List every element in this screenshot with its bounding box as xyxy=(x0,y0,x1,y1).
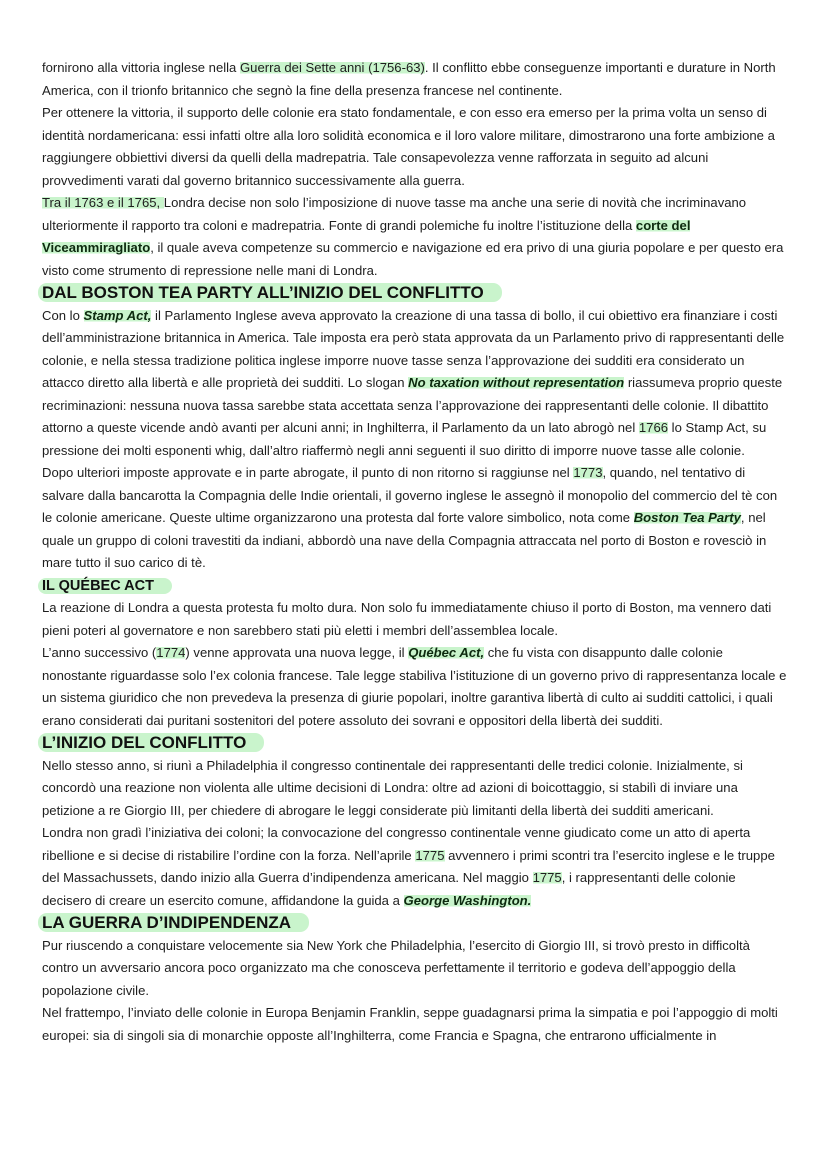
highlight-stamp-act: Stamp Act, xyxy=(83,307,152,323)
highlight-boston-tea-party: Boston Tea Party xyxy=(633,510,741,525)
text-run: , quando, nel tentativo di salvare dalla bancarotta la Compagnia delle Indie orientali, il governo inglese le assegnò il monopolio del commercio del tè con le colonie americane. Queste ultime organizzarono una protesta dal forte valore simbolico, nota come xyxy=(42,465,778,525)
text-run: ) venne approvata una nuova legge, il xyxy=(185,645,409,660)
intro-paragraph-1 xyxy=(42,57,788,102)
sec4-paragraph-2: Nel frattempo, l’inviato delle colonie in Europa Benjamin Franklin, seppe guadagnarsi prima la simpatia e poi l’appoggio di molti europei: sia di singoli sia di monarchie opposte all’Inghilterra, come Francia e Spagna, che entrarono ufficialmente in xyxy=(42,1005,778,1043)
text-run: che fu vista con disappunto dalle colonie nonostante riguardasse solo l’ex colonia francese. Tale legge stabiliva l’istituzione di un governo privo di rappresentanza locale e un sistema giuridico che non prevedeva la presenza di giurie popolari, inoltre garantiva libertà di culto ai sudditi cattolici, i quali erano considerati dai puritani sostenitori del potere assoluto dei sovrani e oppositori della libertà dei sudditi. xyxy=(42,645,787,728)
sec1-paragraph-1 xyxy=(42,305,788,463)
highlight-1774: 1774 xyxy=(156,645,186,660)
sec2-paragraph-1: La reazione di Londra a questa protesta fu molto dura. Non solo fu immediatamente chiuso il porto di Boston, ma vennero dati pieni poteri al governatore e non sarebbero stati più eletti i membri dell’assemblea locale. xyxy=(42,600,772,638)
highlight-1766: 1766 xyxy=(638,420,669,435)
text-run: riassumeva proprio queste recriminazioni: nessuna nuova tassa sarebbe stata accettata senza l’approvazione dei rappresentanti delle colonie. Il dibattito attorno a queste vicende andò avanti per alcuni anni; in Inghilterra, il Parlamento da un lato abrogò nel xyxy=(42,375,783,435)
text-run: lo Stamp Act, su pressione dei molti esponenti whig, dall’altro riaffermò negli anni seguenti il suo diritto di imporre nuove tasse alle colonie. xyxy=(42,420,767,458)
heading-text: DAL BOSTON TEA PARTY ALL’INIZIO DEL CONFLITTO xyxy=(38,283,502,302)
highlight-may-1775: 1775 xyxy=(532,870,562,885)
text-run: il Parlamento Inglese aveva approvato la creazione di una tassa di bollo, il cui obiettivo era finanziare i costi dell’amministrazione britannica in America. Tale imposta era però stata approvata da un Parlamento privo di rappresentanti delle colonie, e nella stessa tradizione politica inglese imporre nuove tasse senza l’approvazione dei sudditi era considerato un attacco diretto alla libertà e alle proprietà dei sudditi. Lo slogan xyxy=(42,307,785,390)
text-run: , i rappresentanti delle colonie decisero di creare un esercito comune, affidandone la guida a xyxy=(42,870,736,908)
text-run: L’anno successivo ( xyxy=(42,645,157,660)
highlight-april-1775: 1775 xyxy=(415,847,445,863)
text-run: Con lo xyxy=(42,307,84,323)
sec3-paragraph-2 xyxy=(42,822,788,912)
highlight-seven-years-war: Guerra dei Sette anni (1756-63) xyxy=(239,60,425,75)
sec1-paragraph-2 xyxy=(42,462,788,575)
text-run: Londra non gradì l’iniziativa dei coloni; la convocazione del congresso continentale venne giudicato come un atto di aperta ribellione e si decise di ristabilire l’ordine con la forza. Nell’aprile xyxy=(42,825,751,863)
text-run: , nel quale un gruppo di coloni travestiti da indiani, abbordò una nave della Compagnia attraccata nel porto di Boston e rovesciò in mare tutto il suo carico di tè. xyxy=(42,510,767,570)
text-run: . Il conflitto ebbe conseguenze importanti e durature in North America, con il trionfo britannico che segnò la fine della presenza francese nel continente. xyxy=(42,60,776,98)
sec2-paragraph-2 xyxy=(42,642,788,732)
text-run: Londra decise non solo l’imposizione di nuove tasse ma anche una serie di novità che incriminavano ulteriormente il rapporto tra coloni e madrepatria. Fonte di grandi polemiche fu inoltre l’istituzione della xyxy=(42,195,747,233)
heading-text: IL QUÉBEC ACT xyxy=(38,578,172,594)
text-run: fornirono alla vittoria inglese nella xyxy=(42,60,240,75)
section-heading-quebec-act xyxy=(42,575,788,598)
highlight-1773: 1773 xyxy=(573,465,603,480)
highlight-george-washington: George Washington. xyxy=(403,892,532,908)
intro-paragraph-3 xyxy=(42,192,788,282)
text-run: , il quale aveva competenze su commercio e navigazione ed era privo di una giuria popolare e per questo era visto come strumento di repressione nelle mani di Londra. xyxy=(42,240,784,278)
heading-text: L’INIZIO DEL CONFLITTO xyxy=(38,733,264,752)
sec3-paragraph-1: Nello stesso anno, si riunì a Philadelphia il congresso continentale dei rappresentanti delle tredici colonie. Inizialmente, si concordò una reazione non violenta alle ultime decisioni di Londra: oltre ad azioni di boicottaggio, si stabilì di inviare una petizione a re Giorgio III, per chiedere di abrogare le leggi considerate più limitanti della libertà dei sudditi americani. xyxy=(42,757,743,818)
intro-paragraph-2: Per ottenere la vittoria, il supporto delle colonie era stato fondamentale, e con esso era emerso per la prima volta un senso di identità nordamericana: essi infatti oltre alla loro solidità economica e il loro valore militare, dimostrarono una forte ambizione a raggiungere obbiettivi diversi da quelli della madrepatria. Tale consapevolezza venne rafforzata in seguito ad alcuni provvedimenti varati dal governo britannico successivamente alla guerra. xyxy=(42,105,775,188)
highlight-slogan: No taxation without representation xyxy=(408,375,625,390)
section-heading-boston-tea-party xyxy=(42,282,788,305)
highlight-quebec-act: Québec Act, xyxy=(408,645,485,660)
highlight-corte-viceammiragliato: corte del Viceammiragliato xyxy=(42,217,691,255)
section-heading-guerra-indipendenza xyxy=(42,912,788,935)
text-run: Dopo ulteriori imposte approvate e in parte abrogate, il punto di non ritorno si raggiunse nel xyxy=(42,465,574,480)
highlight-1763-1765: Tra il 1763 e il 1765, xyxy=(42,195,164,210)
heading-text: LA GUERRA D’INDIPENDENZA xyxy=(38,913,309,932)
section-heading-inizio-conflitto xyxy=(42,732,788,755)
text-run: avvennero i primi scontri tra l’esercito inglese e le truppe del Massachussets, dando inizio alla Guerra d’indipendenza americana. Nel maggio xyxy=(42,847,775,885)
sec4-paragraph-1: Pur riuscendo a conquistare velocemente sia New York che Philadelphia, l’esercito di Giorgio III, si trovò presto in difficoltà contro un avversario ancora poco organizzato ma che conosceva perfettamente il territorio e godeva dell’appoggio della popolazione civile. xyxy=(42,937,750,998)
